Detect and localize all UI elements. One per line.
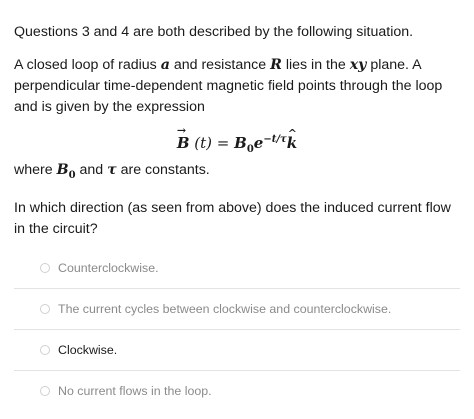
answer-label: No current flows in the loop. [58, 384, 212, 398]
answer-options [14, 248, 460, 411]
var-xy: xy [349, 57, 367, 73]
equation-arg: (t) = [189, 134, 235, 152]
question-prompt: In which direction (as seen from above) does the induced current flow in the circuit? [14, 199, 451, 237]
question-intro: Questions 3 and 4 are both described by the following situation. [14, 24, 414, 40]
radio-button[interactable] [40, 345, 50, 355]
equation-B0: B [234, 134, 247, 152]
answer-label: The current cycles between clockwise and counterclockwise. [58, 302, 392, 316]
unit-vector-k: ^ k [287, 131, 297, 155]
answer-option[interactable] [14, 329, 460, 370]
var-tau: τ [107, 162, 117, 178]
where-text: are constants. [116, 162, 210, 178]
var-B0: B [56, 162, 69, 178]
var-B0-sub: 0 [68, 169, 76, 181]
question-body [14, 55, 460, 118]
answer-option[interactable] [14, 370, 460, 411]
answer-option[interactable] [14, 248, 460, 288]
radio-button[interactable] [40, 386, 50, 396]
where-line [14, 160, 460, 186]
equation-e: e [253, 134, 264, 152]
answer-label: Clockwise. [58, 343, 118, 357]
answer-option[interactable] [14, 288, 460, 329]
answer-label: Counterclockwise. [58, 261, 159, 275]
body-text: and resistance [169, 57, 271, 73]
equation-B0-sub: 0 [246, 144, 254, 155]
body-text: A closed loop of radius [14, 57, 161, 73]
body-text: lies in the [281, 57, 350, 73]
where-text: where [14, 162, 57, 178]
field-equation [14, 128, 460, 155]
vector-B: → B [177, 131, 190, 155]
question-block [14, 22, 460, 240]
where-text: and [75, 162, 108, 178]
var-R: R [270, 57, 282, 73]
radio-button[interactable] [40, 263, 50, 273]
radio-button[interactable] [40, 304, 50, 314]
body-text: plane. A perpendicular time-dependent magnetic field points through the loop and is given by the expression [14, 57, 443, 115]
var-a: a [160, 57, 170, 73]
equation-exponent: −t/τ [263, 134, 287, 145]
